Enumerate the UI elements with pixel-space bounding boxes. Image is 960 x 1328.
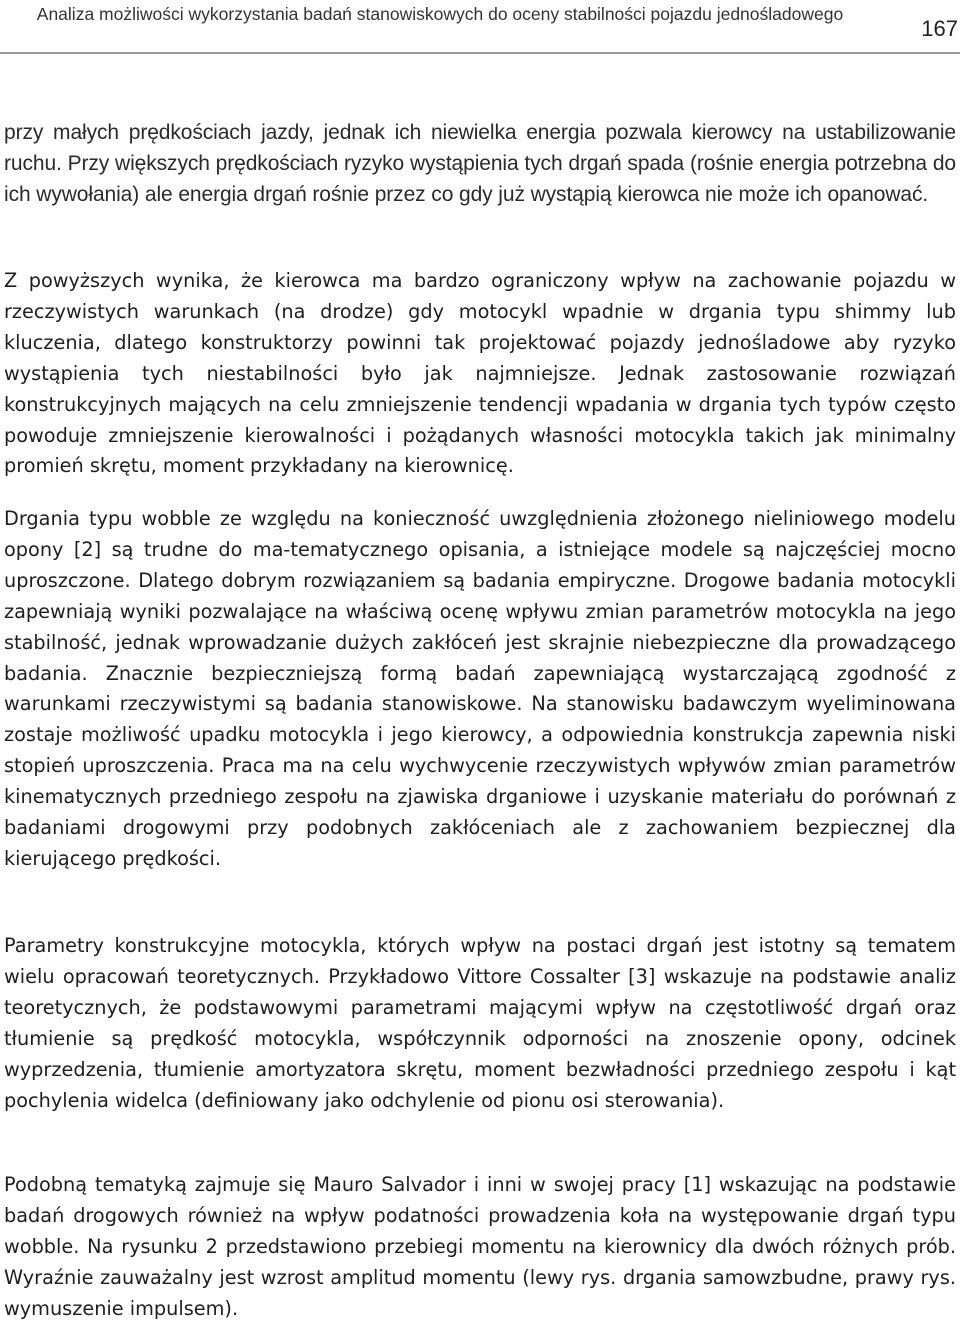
paragraph-2: Z powyższych wynika, że kierowca ma bardzo ograniczony wpływ na zachowanie pojazdu w rzeczywistych warunkach (na drodze) gdy motocykl wpadnie w drgania typu shimmy lub kluczenia, dlatego konstruktorzy powinni tak projektować pojazdy jednośladowe aby ryzyko wystąpienia tych niestabilności było jak najmniejsze. Jednak zastosowanie rozwiązań konstrukcyjnych mających na celu zmniejszenie tendencji wpadania w drgania tych typów często powoduje zmniejszenie kierowalności i pożądanych własności motocykla takich jak minimalny promień skrętu, moment przykładany na kierownicę. — [4, 269, 956, 478]
page-number: 167 — [921, 16, 958, 41]
header-title: Analiza możliwości wykorzystania badań stanowiskowych do oceny stabilności pojazdu jednośladowego — [36, 4, 844, 24]
header-divider — [0, 52, 960, 54]
paragraph-3: Drgania typu wobble ze względu na konieczność uwzględnienia złożonego nieliniowego modelu opony [2] są trudne do ma-tematycznego opisania, a istniejące modele są najczęściej mocno uproszczone. Dlatego dobrym rozwiązaniem są badania empiryczne. Drogowe badania motocykli zapewniają wyniki pozwalające na właściwą ocenę wpływu zmian parametrów motocykla na jego stabilność, jednak wprowadzanie dużych zakłóceń jest skrajnie niebezpieczne dla prowadzącego badania. Znacznie bezpieczniejszą formą badań zapewniającą wystarczającą zgodność z warunkami rzeczywistymi są badania stanowiskowe. Na stanowisku badawczym wyeliminowana zostaje możliwość upadku motocykla i jego kierowcy, a odpowiednia konstrukcja zapewnia niski stopień uproszczenia. Praca ma na celu wychwycenie rzeczywistych wpływów zmian parametrów kinematycznych przedniego zespołu na zjawiska drganiowe i uzyskanie materiału do porównań z badaniami drogowymi przy podobnych zakłóceniach ale z zachowaniem bezpiecznej dla kierującego prędkości. — [4, 507, 956, 870]
paragraph-1: przy małych prędkościach jazdy, jednak ich niewielka energia pozwala kierowcy na ustabilizowanie ruchu. Przy większych prędkościach ryzyko wystąpienia tych drgań spada (rośnie energia potrzebna do ich wywołania) ale energia drgań rośnie przez co gdy już wystąpią kierowca nie może ich opanować. — [4, 121, 956, 206]
paragraph-5: Podobną tematyką zajmuje się Mauro Salvador i inni w swojej pracy [1] wskazując na podstawie badań drogowych również na wpływ podatności prowadzenia koła na występowanie drgań typu wobble. Na rysunku 2 przedstawiono przebiegi momentu na kierownicy dla dwóch różnych prób. Wyraźnie zauważalny jest wzrost amplitud momentu (lewy rys. drgania samowzbudne, prawy rys. wymuszenie impulsem). — [4, 1173, 956, 1320]
running-header — [0, 0, 960, 56]
paragraph-4: Parametry konstrukcyjne motocykla, których wpływ na postaci drgań jest istotny są tematem wielu opracowań teoretycznych. Przykładowo Vittore Cossalter [3] wskazuje na podstawie analiz teoretycznych, że podstawowymi parametrami mającymi wpływ na częstotliwość drgań oraz tłumienie są prędkość motocykla, współczynnik odporności na znoszenie opony, odcinek wyprzedzenia, tłumienie amortyzatora skrętu, moment bezwładności przedniego zespołu i kąt pochylenia widelca (definiowany jako odchylenie od pionu osi sterowania). — [4, 934, 956, 1112]
